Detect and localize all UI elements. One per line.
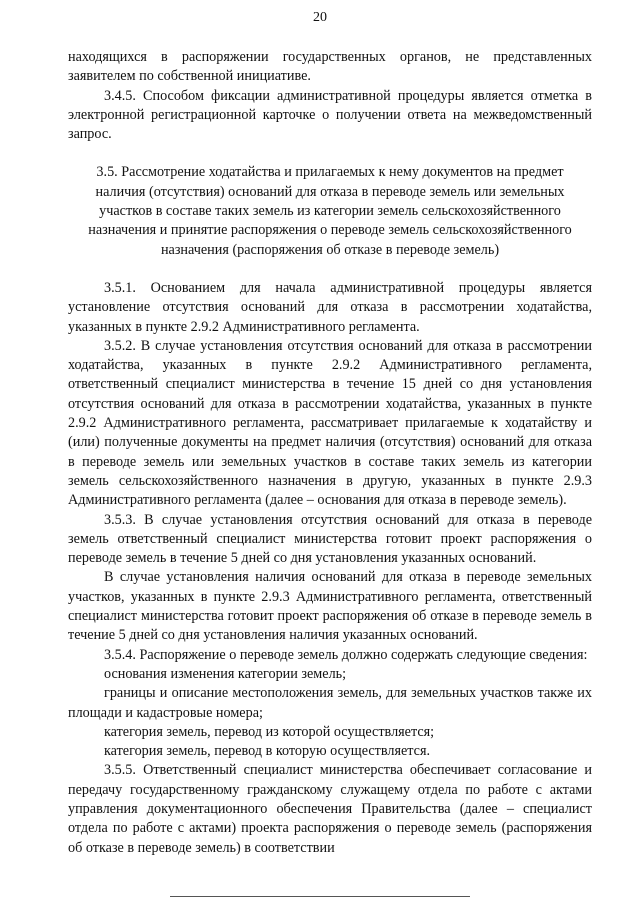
list-item-category-from: категория земель, перевод из которой осуществляется;	[104, 723, 435, 740]
list-item-category-to: категория земель, перевод в которую осуществляется.	[104, 743, 431, 760]
document-body	[68, 48, 592, 858]
spacer	[68, 144, 592, 163]
paragraph-3-5-4: 3.5.4. Распоряжение о переводе земель должно содержать следующие сведения:	[104, 646, 588, 663]
section-heading-3-5: 3.5. Рассмотрение ходатайства и прилагаемых к нему документов на предмет наличия (отсутствия) оснований для отказа в переводе земель или земельных участков в составе таких земель из категории земель сельскохозяйственного назначения и принятие распоряжения о переводе земель сельскохозяйственного назначения (распоряжения об отказе в переводе земель)	[88, 164, 572, 258]
paragraph-3-5-1: 3.5.1. Основанием для начала административной процедуры является установление отсутствия оснований для отказа в рассмотрении ходатайства, указанных в пункте 2.9.2 Административного регламента.	[68, 279, 592, 335]
list-item-boundaries: границы и описание местоположения земель, для земельных участков также их площади и кадастровые номера;	[68, 685, 592, 721]
list-item-basis: основания изменения категории земель;	[104, 665, 347, 682]
paragraph-3-5-2: 3.5.2. В случае установления отсутствия оснований для отказа в рассмотрении ходатайства, указанных в пункте 2.9.2 Административного регламента, ответственный специалист министерства в течение 15 дней со дня установления отсутствия оснований для отказа в рассмотрении ходатайства, указанных в пункте 2.9.2 Административного регламента, рассматривает прилагаемые к ходатайству и (или) полученные документы на предмет наличия (отсутствия) оснований для отказа в переводе земель или земельных участков в составе таких земель из категории земель сельскохозяйственного назначения в другую, указанных в пункте 2.9.3 Административного регламента (далее – основания для отказа в переводе земель).	[68, 337, 592, 509]
page-number: 20	[313, 10, 327, 25]
paragraph-refusal-case: В случае установления наличия оснований для отказа в переводе земельных участков, указанных в пункте 2.9.3 Административного регламента, ответственный специалист министерства готовит проект распоряжения об отказе в переводе земель в течение 5 дней со дня установления наличия указанных оснований.	[68, 569, 592, 644]
bottom-rule	[170, 896, 470, 897]
paragraph-continuation: находящихся в распоряжении государственных органов, не представленных заявителем по собственной инициативе.	[68, 49, 592, 85]
paragraph-3-5-5: 3.5.5. Ответственный специалист министерства обеспечивает согласование и передачу государственному гражданскому служащему отдела по работе с актами управления документационного обеспечения Правительства (далее – специалист отдела по работе с актами) проекта распоряжения о переводе земель (распоряжения об отказе в переводе земель) в соответствии	[68, 762, 592, 856]
spacer	[68, 260, 592, 279]
paragraph-3-5-3: 3.5.3. В случае установления отсутствия оснований для отказа в переводе земель ответственный специалист министерства готовит проект распоряжения о переводе земель в течение 5 дней со дня установления указанных оснований.	[68, 511, 592, 567]
paragraph-3-4-5: 3.4.5. Способом фиксации административной процедуры является отметка в электронной регистрационной карточке о получении ответа на межведомственный запрос.	[68, 87, 592, 143]
